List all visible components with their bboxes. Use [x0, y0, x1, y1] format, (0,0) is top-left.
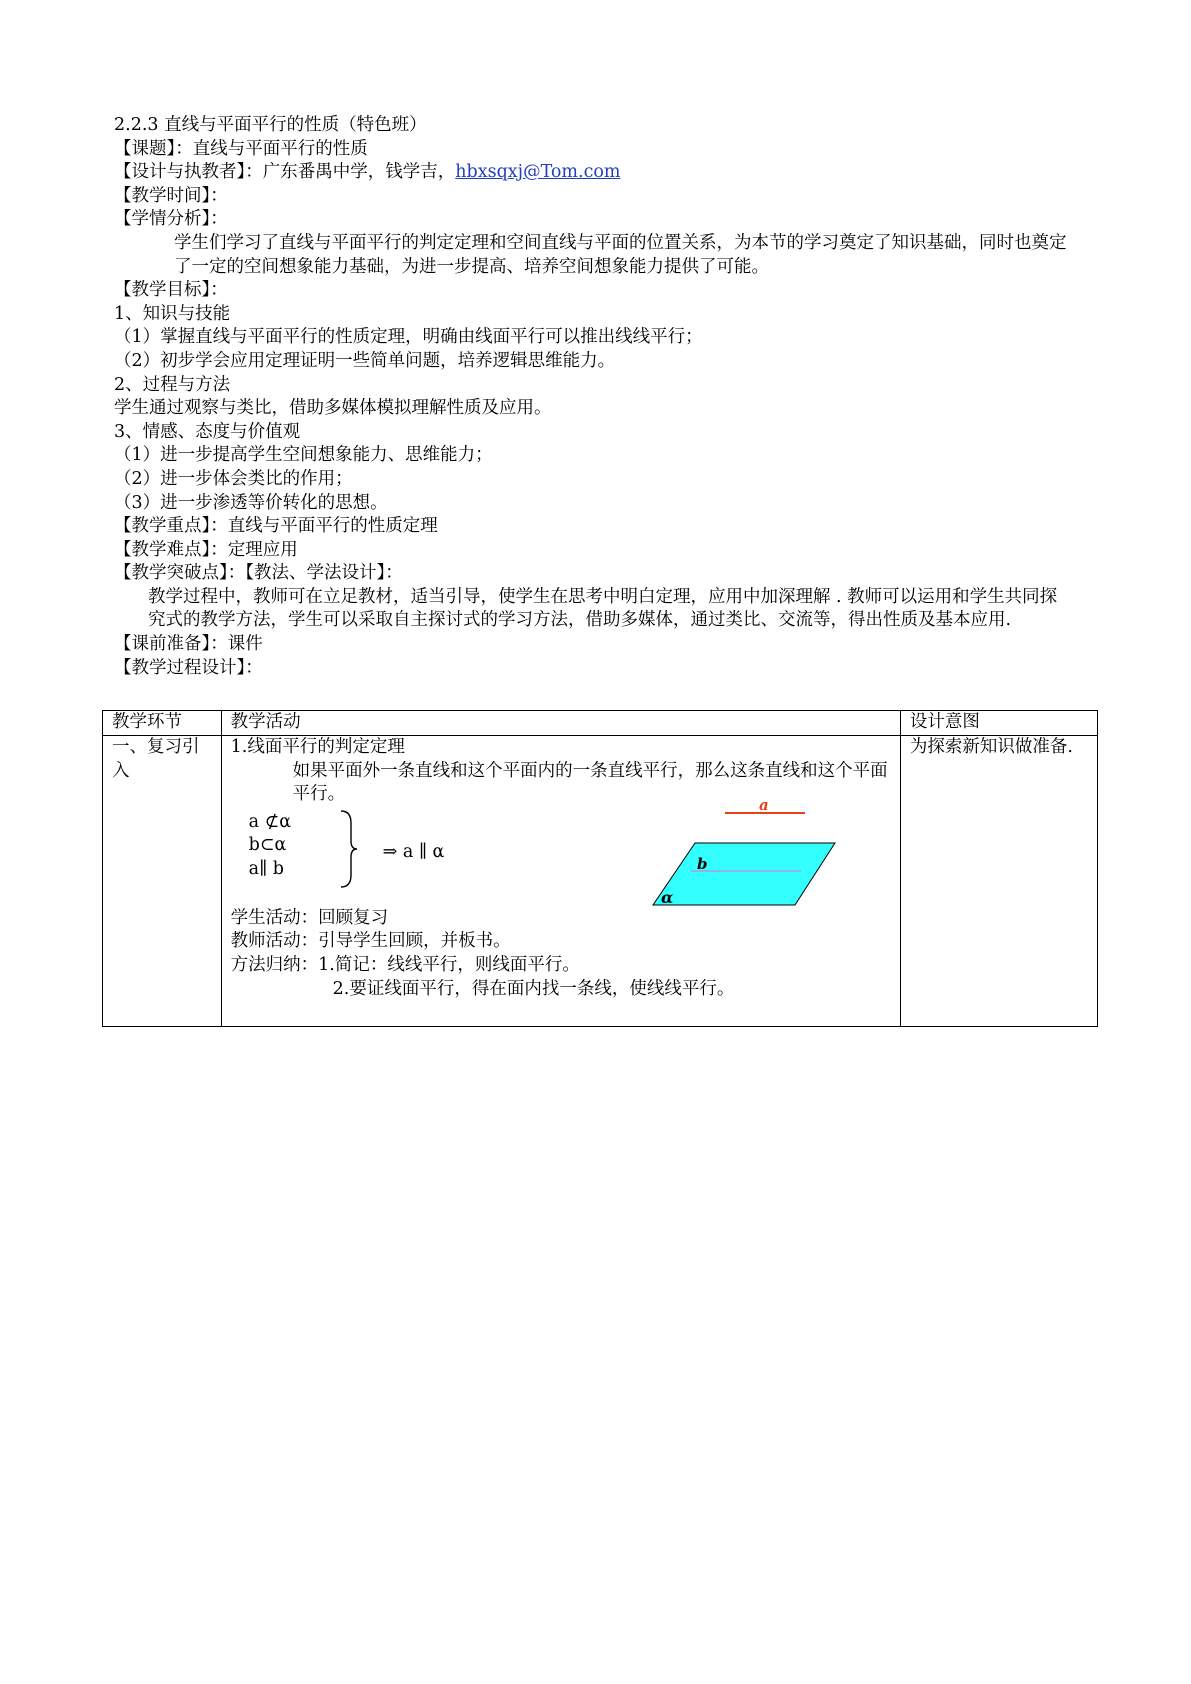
breakthrough-label: 【教学突破点】：【教法、学法设计】： [114, 563, 403, 584]
label-alpha: α [660, 887, 673, 907]
topic-value: 直线与平面平行的性质 [192, 138, 368, 159]
formula-conclusion: ⇒ a ∥ α [382, 841, 445, 862]
theorem-title: 1.线面平行的判定定理 [230, 737, 405, 757]
goal1-item: （2）初步学会应用定理证明一些简单问题，培养逻辑思维能力。 [114, 350, 616, 371]
intent-cell: 为探索新知识做准备. [900, 736, 1097, 1027]
activity-cell [221, 736, 900, 1027]
goal3-item: （2）进一步体会类比的作用； [114, 468, 353, 489]
goal2-text: 学生通过观察与类比，借助多媒体模拟理解性质及应用。 [114, 398, 552, 419]
condition-line: a∥ b [248, 858, 284, 879]
plane-figure [651, 797, 851, 907]
condition-line: a ⊄α [248, 811, 292, 832]
label-b: b [696, 854, 708, 873]
section-heading: 2.2.3 直线与平面平行的性质（特色班） [114, 115, 427, 135]
header-activity: 教学活动 [221, 711, 900, 736]
process-label: 【教学过程设计】： [114, 657, 263, 678]
goal1-item: （1）掌握直线与平面平行的性质定理，明确由线面平行可以推出线线平行； [114, 327, 703, 348]
right-brace-icon [339, 807, 359, 891]
theorem-text: 如果平面外一条直线和这个平面内的一条直线平行，那么这条直线和这个平面平行。 [292, 760, 888, 805]
analysis-label: 【学情分析】： [114, 209, 228, 230]
goals-label: 【教学目标】： [114, 280, 228, 301]
student-activity: 学生活动：回顾复习 [230, 907, 389, 928]
table-header-row [103, 711, 1098, 736]
theorem-formula [231, 796, 892, 907]
topic-line [114, 138, 1074, 162]
goal3-item: （1）进一步提高学生空间想象能力、思维能力； [114, 445, 493, 466]
key-point-line [114, 515, 1074, 539]
designer-value: 广东番禺中学，钱学吉， [262, 162, 456, 183]
prep-line [114, 633, 1074, 657]
plane-alpha [653, 843, 835, 905]
method-summary-2: 2.要证线面平行，得在面内找一条线，使线线平行。 [332, 978, 735, 999]
key-point-value: 直线与平面平行的性质定理 [227, 516, 438, 537]
header-intent: 设计意图 [900, 711, 1097, 736]
prep-value: 课件 [227, 634, 263, 655]
designer-line [114, 161, 1074, 185]
formula-conditions [249, 811, 291, 882]
label-a: a [758, 796, 769, 814]
goal1-title: 1、知识与技能 [114, 303, 231, 324]
teacher-activity: 教师活动：引导学生回顾，并板书。 [230, 931, 511, 952]
header-stage: 教学环节 [103, 711, 222, 736]
difficulty-value: 定理应用 [227, 539, 298, 560]
email-link[interactable]: hbxsqxj@Tom.com [455, 162, 621, 183]
key-point-label: 【教学重点】： [114, 516, 228, 537]
method-summary-1: 方法归纳：1.简记：线线平行，则线面平行。 [230, 954, 580, 975]
goal3-item: （3）进一步渗透等价转化的思想。 [114, 492, 388, 513]
process-table [102, 710, 1098, 1027]
difficulty-label: 【教学难点】： [114, 539, 228, 560]
table-row [103, 736, 1098, 1027]
difficulty-line [114, 539, 1074, 563]
stage-cell: 一、复习引入 [103, 736, 222, 1027]
teach-time-line: 【教学时间】： [114, 185, 228, 206]
condition-line: b⊂α [248, 835, 287, 856]
prep-label: 【课前准备】： [114, 634, 228, 655]
breakthrough-text: 教学过程中，教师可在立足教材，适当引导，使学生在思考中明白定理，应用中加深理解 . 教师可以运用和学生共同探究式的教学方法，学生可以采取自主探讨式的学习方法，借助多媒体，通过类比、交流等，得出性质及基本应用. [148, 586, 1058, 631]
document-header-block [114, 114, 1074, 680]
designer-label: 【设计与执教者】： [114, 162, 263, 183]
topic-label: 【课题】： [114, 138, 193, 159]
goal2-title: 2、过程与方法 [114, 374, 231, 395]
analysis-text: 学生们学习了直线与平面平行的判定定理和空间直线与平面的位置关系，为本节的学习奠定了知识基础，同时也奠定了一定的空间想象能力基础，为进一步提高、培养空间想象能力提供了可能。 [174, 232, 1067, 277]
goal3-title: 3、情感、态度与价值观 [114, 421, 301, 442]
